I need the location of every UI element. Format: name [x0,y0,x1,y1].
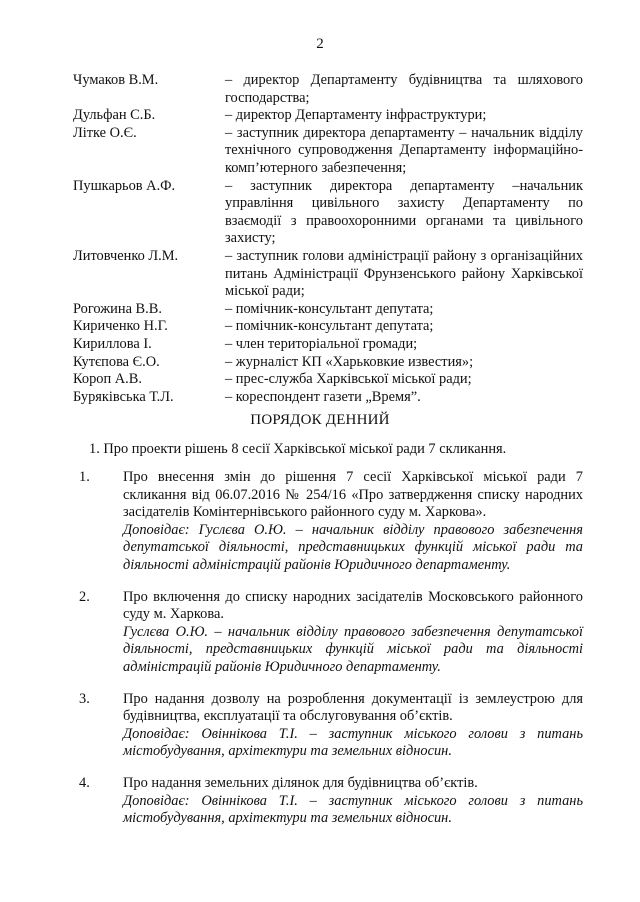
attendee-name: Чумаков В.М. [73,72,159,88]
attendee-name: Кутєпова Є.О. [73,353,160,370]
attendee-name: Дульфан С.Б. [73,107,156,124]
attendee-row [73,178,583,248]
agenda-project-line: 1. Про проекти рішень 8 сесії Харківської міської ради 7 скликання. [89,441,507,457]
agenda-item-text: Про внесення змін до рішення 7 сесії Харківської міської ради 7 скликання від 06.07.2016 № 254/16 «Про затвердження списку народних засідателів Комінтернівського районного суду м. Харкова». [123,469,583,521]
agenda-item-speaker: Гуслєва О.Ю. – начальник відділу правового забезпечення депутатської діяльності, представницьких функцій міської ради та діяльності адміністрацій районів Юридичного департаменту. [123,623,583,675]
attendee-role: – кореспондент газети „Время”. [225,388,421,405]
attendee-row [73,354,583,372]
attendee-role: – член територіальної громади; [225,335,418,352]
attendee-name: Літке О.Є. [73,124,137,141]
attendee-row [73,72,583,107]
attendee-row [73,301,583,319]
agenda-item-text: Про надання земельних ділянок для будівництва об’єктів. [123,774,478,791]
attendee-role: – журналіст КП «Харьковкие известия»; [225,353,474,370]
attendee-row [73,389,583,407]
attendee-row [73,248,583,301]
attendee-name: Рогожина В.В. [73,300,162,317]
page-number: 2 [316,36,324,52]
agenda-title: ПОРЯДОК ДЕННИЙ [250,412,390,428]
attendee-name: Буряківська Т.Л. [73,388,174,405]
attendee-name: Кириллова І. [73,335,152,352]
attendee-row [73,371,583,389]
attendee-role: – помічник-консультант депутата; [225,300,434,317]
agenda-item-number: 3. [79,690,90,707]
attendee-name: Короп А.В. [73,371,142,388]
attendee-name: Кириченко Н.Г. [73,318,168,335]
attendee-role: – заступник директора департаменту –начальник управління цивільного захисту Департаменту по взаємодії з правоохоронними органами та цивільного захисту; [225,177,583,247]
agenda-item [73,469,583,575]
attendee-role: – помічник-консультант депутата; [225,318,434,335]
agenda-item-text: Про включення до списку народних засідателів Московського районного суду м. Харкова. [123,588,583,623]
agenda-item [73,589,583,677]
attendee-row [73,318,583,336]
agenda-item-speaker: Доповідає: Гуслєва О.Ю. – начальник відділу правового забезпечення депутатської діяльності, представницьких функцій міської ради та діяльності адміністрацій районів Юридичного департаменту. [123,521,583,573]
agenda-item-text: Про надання дозволу на розроблення документації із землеустрою для будівництва, експлуатації та обслуговування об’єктів. [123,690,583,725]
attendee-role: – прес-служба Харківської міської ради; [225,371,472,388]
agenda-item [73,775,583,828]
attendee-role: – директор Департаменту інфраструктури; [225,107,487,124]
attendee-name: Литовченко Л.М. [73,247,179,264]
agenda-item-number: 4. [79,774,90,791]
agenda-item-speaker: Доповідає: Овіннікова Т.І. – заступник міського голови з питань містобудування, архітектури та земельних відносин. [123,792,583,827]
attendee-name: Пушкарьов А.Ф. [73,177,176,194]
agenda-items [73,469,583,842]
agenda-item [73,691,583,761]
agenda-item-number: 1. [79,469,90,485]
attendee-row [73,125,583,178]
agenda-item-speaker: Доповідає: Овіннікова Т.І. – заступник міського голови з питань містобудування, архітектури та земельних відносин. [123,725,583,760]
attendee-row [73,107,583,125]
attendee-row [73,336,583,354]
attendees-list [73,72,583,406]
attendee-role: – директор Департаменту будівництва та шляхового господарства; [225,72,583,106]
agenda-item-number: 2. [79,588,90,605]
attendee-role: – заступник директора департаменту – начальник відділу технічного супроводження Департаменту інформаційно-комп’ютерного забезпечення; [225,124,583,176]
attendee-role: – заступник голови адміністрації району з організаційних питань Адміністрації Фрунзенського району Харківської міської ради; [225,247,583,300]
